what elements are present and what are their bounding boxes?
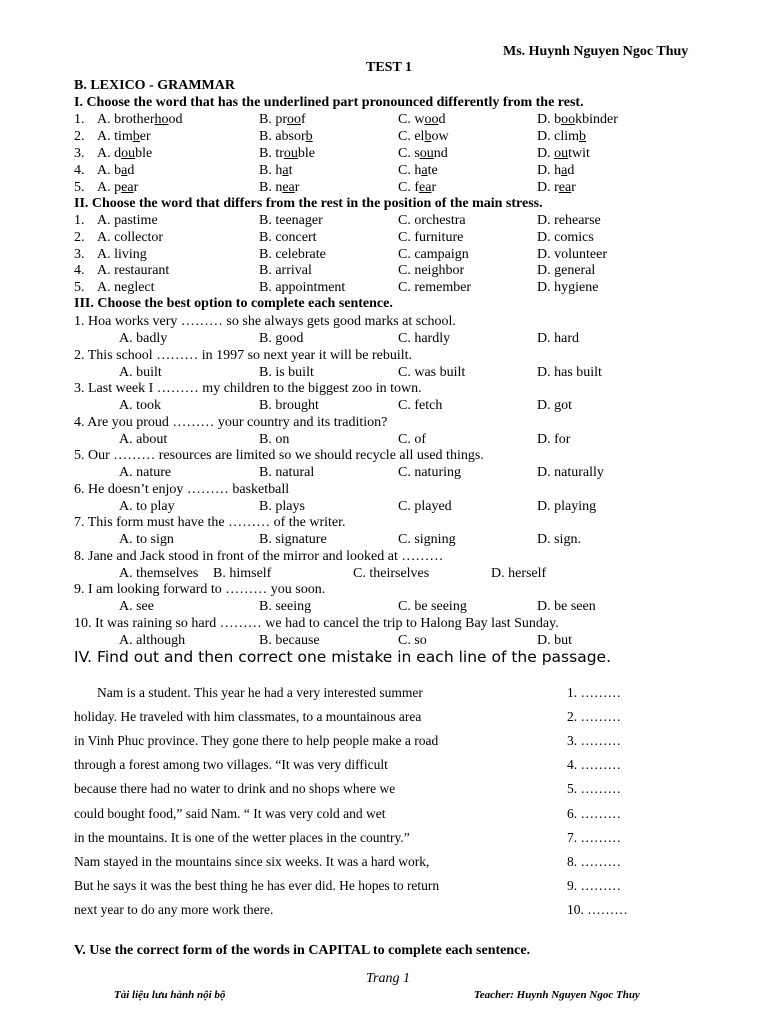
option: D. general <box>537 263 596 279</box>
question-number: 1. <box>74 112 85 127</box>
part4-title: IV. Find out and then correct one mistake in each line of the passage. <box>74 648 611 666</box>
option: D. bookbinder <box>537 112 618 127</box>
option-row <box>0 531 768 548</box>
question-row <box>0 279 768 296</box>
question-stem <box>0 380 768 397</box>
option: B. proof <box>259 112 306 127</box>
option-row <box>0 598 768 615</box>
underlined-part: ea <box>121 180 134 195</box>
question-row <box>0 111 768 128</box>
passage-text: could bought food,” said Nam. “ It was very cold and wet <box>74 805 386 821</box>
option: A. living <box>97 246 147 262</box>
passage-text: because there had no water to drink and no shops where we <box>74 781 396 797</box>
option: A. to sign <box>119 532 174 547</box>
option: C. elbow <box>398 129 449 144</box>
option: A. built <box>119 364 162 380</box>
footer-left: Tài liệu lưu hành nội bộ <box>114 989 226 1001</box>
question-stem <box>0 347 768 364</box>
passage-line <box>0 828 768 848</box>
option: D. hard <box>537 331 579 346</box>
underlined-part: a <box>282 163 289 178</box>
option: B. on <box>259 431 290 447</box>
passage-text: through a forest among two villages. “It was very difficult <box>74 757 388 773</box>
passage-text: Nam stayed in the mountains since six weeks. It was a hard work, <box>74 853 430 869</box>
underlined-part: b <box>305 129 313 144</box>
underlined-part: a <box>421 163 428 178</box>
question-number: 1. <box>74 213 85 228</box>
underlined-part: ea <box>558 180 572 195</box>
answer-blank: 9. ……… <box>567 877 621 893</box>
question-stem <box>0 581 768 598</box>
underlined-part: ea <box>419 180 432 195</box>
question-text: 4. Are you proud ……… your country and its tradition? <box>74 414 388 430</box>
question-text: 10. It was raining so hard ……… we had to cancel the trip to Halong Bay last Sunday. <box>74 615 559 631</box>
underlined-part: a <box>561 163 568 178</box>
option: B. is built <box>259 364 314 380</box>
underlined-part: oo <box>424 112 439 127</box>
option: A. restaurant <box>97 263 170 279</box>
answer-blank: 6. ……… <box>567 805 621 821</box>
question-row <box>0 212 768 229</box>
footer-right: Teacher: Huynh Nguyen Ngoc Thuy <box>474 989 640 1001</box>
part2-title: II. Choose the word that differs from the rest in the position of the main stress. <box>74 196 543 211</box>
option: D. but <box>537 632 572 648</box>
option: C. furniture <box>398 229 464 245</box>
passage-text: Nam is a student. This year he had a very interested summer <box>97 685 423 700</box>
option: D. rehearse <box>537 213 601 228</box>
question-text: 1. Hoa works very ……… so she always gets good marks at school. <box>74 314 456 329</box>
underlined-part: b <box>424 129 432 144</box>
question-row <box>0 229 768 246</box>
option: B. absorb <box>259 129 313 144</box>
option: A. see <box>119 599 154 614</box>
option: C. so <box>398 632 427 648</box>
passage-line <box>0 707 768 727</box>
option: A. brotherhood <box>97 112 183 127</box>
underlined-part: ou <box>283 146 298 161</box>
answer-blank: 4. ……… <box>567 757 621 773</box>
passage-line <box>0 755 768 775</box>
answer-blank: 3. ……… <box>567 733 621 749</box>
option: A. pastime <box>97 213 158 228</box>
passage-line <box>0 779 768 799</box>
passage-line <box>0 900 768 920</box>
test-title: TEST 1 <box>366 60 413 75</box>
question-text: 7. This form must have the ……… of the writer. <box>74 515 346 530</box>
question-number: 5. <box>74 280 85 296</box>
option-row <box>0 330 768 347</box>
option: A. to play <box>119 498 175 514</box>
question-stem <box>0 548 768 565</box>
option: B. brought <box>259 398 319 413</box>
passage-line <box>0 876 768 896</box>
option: C. fear <box>398 180 437 195</box>
answer-blank: 10. ……… <box>567 901 628 917</box>
section-b-title: B. LEXICO - GRAMMAR <box>74 78 235 93</box>
option: B. natural <box>259 465 315 480</box>
question-number: 5. <box>74 180 85 195</box>
underlined-part: b <box>579 129 586 144</box>
answer-blank: 7. ……… <box>567 829 621 845</box>
question-stem <box>0 447 768 464</box>
answer-blank: 2. ……… <box>567 709 621 725</box>
option-row <box>0 364 768 381</box>
option: C. orchestra <box>398 213 466 228</box>
option: C. hardly <box>398 331 451 346</box>
passage-text: holiday. He traveled with him classmates, to a mountainous area <box>74 709 422 725</box>
option: C. fetch <box>398 398 443 413</box>
option: A. bad <box>97 163 135 178</box>
option: B. concert <box>259 229 317 245</box>
question-text: 8. Jane and Jack stood in front of the mirror and looked at ……… <box>74 548 444 564</box>
answer-blank: 1. ……… <box>567 685 621 700</box>
option: B. plays <box>259 498 305 514</box>
option: D. outwit <box>537 146 590 161</box>
option: A. about <box>119 431 168 447</box>
option: C. hate <box>398 163 438 178</box>
option: B. hat <box>259 163 293 178</box>
question-stem <box>0 414 768 431</box>
option: D. comics <box>537 229 594 245</box>
option: B. seeing <box>259 599 312 614</box>
option: D. hygiene <box>537 280 599 296</box>
question-text: 2. This school ……… in 1997 so next year it will be rebuilt. <box>74 347 413 363</box>
option: C. be seeing <box>398 599 467 614</box>
option: A. pear <box>97 180 139 195</box>
option-row <box>0 464 768 481</box>
option: D. has built <box>537 364 602 380</box>
option: A. took <box>119 398 161 413</box>
option: A. themselves <box>119 565 199 581</box>
option: A. neglect <box>97 280 155 296</box>
question-number: 3. <box>74 246 85 262</box>
option: C. remember <box>398 280 472 296</box>
underlined-part: oo <box>287 112 301 127</box>
passage-line <box>0 683 768 703</box>
option: A. timber <box>97 129 151 144</box>
option: C. played <box>398 498 452 514</box>
passage-text: next year to do any more work there. <box>74 901 274 917</box>
option: B. because <box>259 632 320 648</box>
question-text: 9. I am looking forward to ……… you soon. <box>74 582 326 597</box>
option: C. sound <box>398 146 448 161</box>
option: B. good <box>259 331 304 346</box>
option-row <box>0 498 768 515</box>
question-stem <box>0 514 768 531</box>
option: C. naturing <box>398 465 461 480</box>
question-text: 3. Last week I ……… my children to the biggest zoo in town. <box>74 381 422 396</box>
option-row <box>0 632 768 649</box>
question-number: 2. <box>74 129 85 144</box>
question-row <box>0 179 768 196</box>
option: D. had <box>537 163 575 178</box>
question-text: 5. Our ……… resources are limited so we should recycle all used things. <box>74 448 484 463</box>
option: D. naturally <box>537 465 604 480</box>
option: D. playing <box>537 498 597 514</box>
part5-title: V. Use the correct form of the words in CAPITAL to complete each sentence. <box>74 943 531 958</box>
option: B. himself <box>213 565 272 581</box>
option: B. celebrate <box>259 246 326 262</box>
option: D. volunteer <box>537 246 607 262</box>
underlined-part: ou <box>554 146 569 161</box>
underlined-part: ou <box>121 146 136 161</box>
question-number: 4. <box>74 263 85 279</box>
question-row <box>0 145 768 162</box>
passage-text: But he says it was the best thing he has ever did. He hopes to return <box>74 877 440 893</box>
option: C. wood <box>398 112 446 127</box>
question-stem <box>0 481 768 498</box>
answer-blank: 8. ……… <box>567 853 621 869</box>
underlined-part: ea <box>282 180 295 195</box>
option: D. sign. <box>537 532 581 547</box>
option: B. arrival <box>259 263 312 279</box>
option-row <box>0 397 768 414</box>
question-stem <box>0 615 768 632</box>
option: D. be seen <box>537 599 596 614</box>
passage-line <box>0 852 768 872</box>
question-stem <box>0 313 768 330</box>
author-name: Ms. Huynh Nguyen Ngoc Thuy <box>503 44 689 59</box>
option: D. got <box>537 398 572 413</box>
option-row <box>0 431 768 448</box>
question-number: 4. <box>74 163 85 178</box>
question-text: 6. He doesn’t enjoy ……… basketball <box>74 481 290 497</box>
underlined-part: ou <box>419 146 434 161</box>
option: C. campaign <box>398 246 469 262</box>
option: C. neighbor <box>398 263 465 279</box>
question-row <box>0 246 768 263</box>
passage-text: in Vinh Phuc province. They gone there to help people make a road <box>74 733 439 749</box>
option: D. climb <box>537 129 586 144</box>
option: A. although <box>119 632 186 648</box>
underlined-part: b <box>132 129 140 144</box>
option: A. double <box>97 146 153 161</box>
option: B. near <box>259 180 300 195</box>
underlined-part: oo <box>561 112 576 127</box>
part3-title: III. Choose the best option to complete each sentence. <box>74 296 393 311</box>
option: C. signing <box>398 532 456 547</box>
question-row <box>0 128 768 145</box>
option: B. signature <box>259 532 327 547</box>
underlined-part: a <box>121 163 128 178</box>
option: B. appointment <box>259 280 346 296</box>
part1-title: I. Choose the word that has the underlined part pronounced differently from the rest. <box>74 95 584 110</box>
option: C. theirselves <box>353 565 430 581</box>
option: D. rear <box>537 180 576 195</box>
option: B. teenager <box>259 213 323 228</box>
option: A. collector <box>97 229 164 245</box>
question-row <box>0 162 768 179</box>
option: C. of <box>398 431 426 447</box>
option: A. badly <box>119 331 168 346</box>
option: D. for <box>537 431 571 447</box>
option: B. trouble <box>259 146 315 161</box>
option: C. was built <box>398 364 466 380</box>
passage-line <box>0 731 768 751</box>
option: D. herself <box>491 565 547 581</box>
underlined-part: ho <box>154 112 169 127</box>
question-row <box>0 262 768 279</box>
question-number: 3. <box>74 146 85 161</box>
page-number: Trang 1 <box>366 971 410 986</box>
answer-blank: 5. ……… <box>567 781 621 797</box>
passage-text: in the mountains. It is one of the wetter places in the country.” <box>74 829 410 845</box>
option-row <box>0 565 768 582</box>
passage-line <box>0 804 768 824</box>
option: A. nature <box>119 465 172 480</box>
question-number: 2. <box>74 229 85 245</box>
